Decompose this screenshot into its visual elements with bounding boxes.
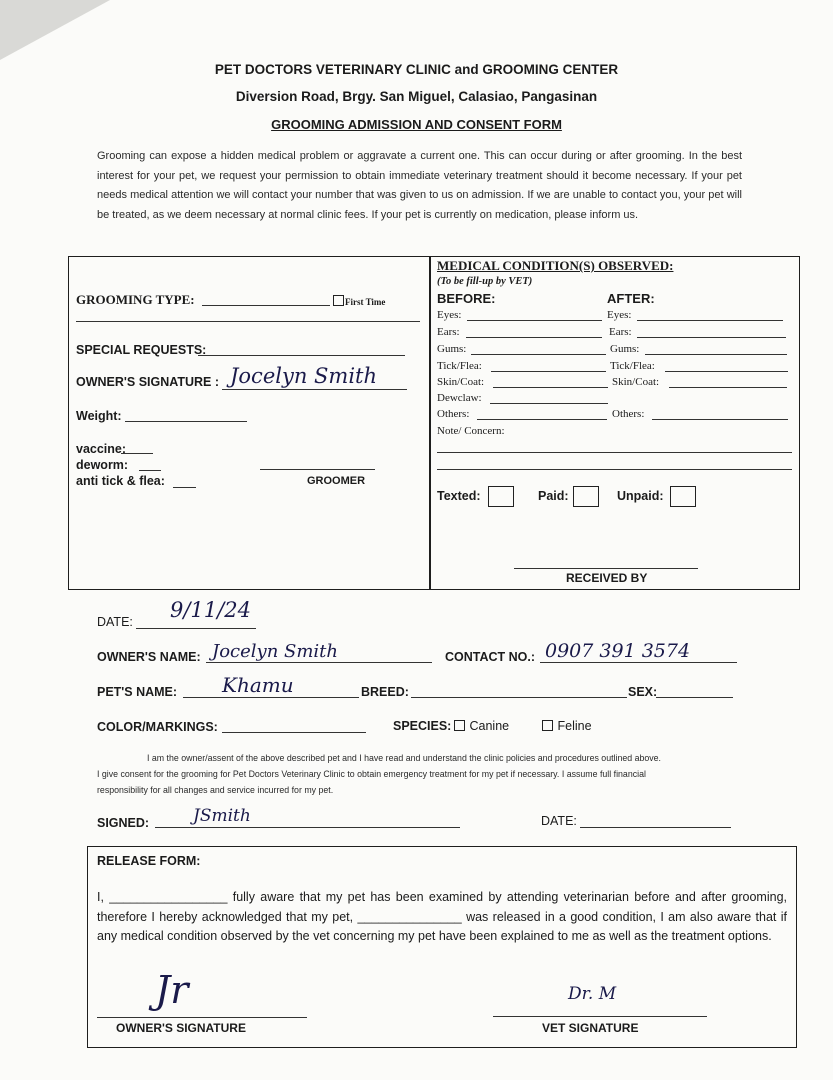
received-by-label: RECEIVED BY bbox=[566, 571, 648, 585]
note-concern-label: Note/ Concern: bbox=[437, 425, 505, 437]
first-time-option[interactable] bbox=[333, 295, 385, 307]
signed-label: SIGNED: bbox=[97, 816, 150, 830]
after-ears: Ears: bbox=[609, 326, 632, 338]
first-time-label: First Time bbox=[345, 297, 386, 307]
medical-subtitle: (To be fill-up by VET) bbox=[437, 276, 533, 287]
clinic-name: PET DOCTORS VETERINARY CLINIC and GROOMING CENTER bbox=[214, 62, 619, 77]
paid-checkbox[interactable] bbox=[573, 486, 599, 507]
breed-label: BREED: bbox=[361, 685, 409, 699]
after-others-field[interactable] bbox=[652, 419, 788, 420]
canine-checkbox[interactable] bbox=[454, 720, 465, 731]
grooming-type-field[interactable] bbox=[202, 305, 330, 306]
owner-release-signature-handwriting: Jr bbox=[155, 968, 189, 1012]
owner-signature-label: OWNER'S SIGNATURE : bbox=[76, 375, 220, 389]
color-markings-field[interactable] bbox=[222, 732, 366, 733]
form-title: GROOMING ADMISSION AND CONSENT FORM bbox=[271, 117, 562, 132]
pet-name-field[interactable] bbox=[183, 697, 359, 698]
before-gums-field[interactable] bbox=[471, 354, 606, 355]
signed-field[interactable] bbox=[155, 827, 460, 828]
contact-field[interactable] bbox=[540, 662, 737, 663]
consent-line-1: I am the owner/assent of the above described pet and I have read and understand the clinic policies and procedures outlined above. bbox=[147, 753, 661, 763]
groomer-signature-line[interactable] bbox=[260, 469, 375, 470]
sex-field[interactable] bbox=[656, 697, 733, 698]
species-label: SPECIES: bbox=[393, 719, 452, 733]
species-canine-option[interactable] bbox=[454, 719, 509, 733]
after-heading: AFTER: bbox=[607, 291, 655, 306]
box-divider bbox=[429, 256, 431, 590]
after-tick-field[interactable] bbox=[665, 371, 788, 372]
note-line-2[interactable] bbox=[437, 469, 792, 470]
folded-corner bbox=[0, 0, 110, 60]
before-gums: Gums: bbox=[437, 343, 467, 355]
contact-handwriting: 0907 391 3574 bbox=[545, 640, 691, 662]
before-tick: Tick/Flea: bbox=[437, 360, 482, 372]
texted-label: Texted: bbox=[437, 489, 481, 503]
before-eyes: Eyes: bbox=[437, 309, 462, 321]
vet-signature-line[interactable] bbox=[493, 1016, 707, 1017]
pet-name-handwriting: Khamu bbox=[222, 673, 294, 697]
intro-paragraph: Grooming can expose a hidden medical problem or aggravate a current one. This can occur during or after grooming. In the best interest for your pet, we request your permission to obtain immediate veterinary treatment should it become necessary. If your pet needs medical attention we will contact your number that was given to us on admission. If we are unable to contact you, your pet will be treated, as we deem necessary at normal clinic fees. If your pet is currently on medication, please inform us. bbox=[97, 150, 742, 221]
weight-label: Weight: bbox=[76, 409, 122, 423]
vaccine-field[interactable] bbox=[121, 453, 153, 454]
color-markings-label: COLOR/MARKINGS: bbox=[97, 720, 218, 734]
date-label: DATE: bbox=[97, 615, 133, 629]
after-tick: Tick/Flea: bbox=[610, 360, 655, 372]
canine-label: Canine bbox=[469, 719, 510, 733]
grooming-type-label: GROOMING TYPE: bbox=[76, 292, 195, 307]
vaccine-label: vaccine: bbox=[76, 442, 127, 456]
consent-date-field[interactable] bbox=[580, 827, 731, 828]
species-feline-option[interactable] bbox=[542, 719, 592, 733]
consent-line-2: I give consent for the grooming for Pet Doctors Veterinary Clinic to obtain emergency treatment for my pet if necessary. I assume full financial bbox=[97, 769, 646, 779]
after-gums-field[interactable] bbox=[645, 354, 787, 355]
after-eyes: Eyes: bbox=[607, 309, 632, 321]
first-time-checkbox[interactable] bbox=[333, 295, 344, 306]
signed-handwriting: JSmith bbox=[193, 806, 251, 826]
paid-label: Paid: bbox=[538, 489, 569, 503]
before-skin: Skin/Coat: bbox=[437, 376, 485, 388]
after-skin: Skin/Coat: bbox=[612, 376, 660, 388]
breed-field[interactable] bbox=[411, 697, 627, 698]
note-line-1[interactable] bbox=[437, 452, 792, 453]
release-title: RELEASE FORM: bbox=[97, 854, 201, 868]
consent-date-label: DATE: bbox=[541, 814, 577, 828]
unpaid-label: Unpaid: bbox=[617, 489, 664, 503]
anti-tick-label: anti tick & flea: bbox=[76, 474, 165, 488]
before-skin-field[interactable] bbox=[493, 387, 608, 388]
owner-signature-field[interactable] bbox=[222, 389, 407, 390]
special-requests-label: SPECIAL REQUESTS: bbox=[76, 343, 207, 357]
before-others-field[interactable] bbox=[477, 419, 607, 420]
after-others: Others: bbox=[612, 408, 645, 420]
before-others: Others: bbox=[437, 408, 470, 420]
after-eyes-field[interactable] bbox=[637, 320, 783, 321]
before-ears-field[interactable] bbox=[466, 337, 602, 338]
medical-title: MEDICAL CONDITION(S) OBSERVED: bbox=[437, 258, 674, 273]
clinic-address: Diversion Road, Brgy. San Miguel, Calasiao, Pangasinan bbox=[235, 89, 598, 104]
after-ears-field[interactable] bbox=[637, 337, 786, 338]
owner-name-label: OWNER'S NAME: bbox=[97, 650, 201, 664]
owner-release-signature-line[interactable] bbox=[97, 1017, 307, 1018]
texted-checkbox[interactable] bbox=[488, 486, 514, 507]
vet-signature-label: VET SIGNATURE bbox=[542, 1021, 639, 1035]
after-gums: Gums: bbox=[610, 343, 640, 355]
before-ears: Ears: bbox=[437, 326, 460, 338]
vet-signature-handwriting: Dr. M bbox=[568, 984, 617, 1004]
feline-label: Feline bbox=[557, 719, 592, 733]
contact-label: CONTACT NO.: bbox=[445, 650, 536, 664]
feline-checkbox[interactable] bbox=[542, 720, 553, 731]
unpaid-checkbox[interactable] bbox=[670, 486, 696, 507]
date-field[interactable] bbox=[136, 628, 256, 629]
deworm-field[interactable] bbox=[139, 470, 161, 471]
weight-field[interactable] bbox=[125, 421, 247, 422]
anti-tick-field[interactable] bbox=[173, 487, 196, 488]
owner-name-handwriting: Jocelyn Smith bbox=[212, 641, 339, 662]
before-eyes-field[interactable] bbox=[467, 320, 602, 321]
before-dewclaw-field[interactable] bbox=[490, 403, 608, 404]
before-heading: BEFORE: bbox=[437, 291, 496, 306]
received-by-line[interactable] bbox=[514, 568, 698, 569]
groomer-label: GROOMER bbox=[307, 475, 366, 487]
special-requests-field[interactable] bbox=[198, 355, 405, 356]
date-handwriting: 9/11/24 bbox=[170, 598, 251, 622]
owner-name-field[interactable] bbox=[206, 662, 432, 663]
deworm-label: deworm: bbox=[76, 458, 129, 472]
pet-name-label: PET'S NAME: bbox=[97, 685, 178, 699]
owner-release-signature-label: OWNER'S SIGNATURE bbox=[116, 1021, 246, 1035]
owner-signature-handwriting: Jocelyn Smith bbox=[230, 364, 378, 388]
before-dewclaw: Dewclaw: bbox=[437, 392, 482, 404]
release-text: I, _________________ fully aware that my pet has been examined by attending veterinarian before and after grooming, therefore I hereby acknowledged that my pet, _______________ was released in a good condition, I am also aware that if any medical condition observed by the vet concerning my pet have been explained to me as well as the treatment options. bbox=[97, 890, 787, 943]
after-skin-field[interactable] bbox=[669, 387, 787, 388]
before-tick-field[interactable] bbox=[491, 371, 606, 372]
consent-line-3: responsibility for all changes and service incurred for my pet. bbox=[97, 785, 334, 795]
grooming-type-extra-line[interactable] bbox=[76, 321, 420, 322]
sex-label: SEX: bbox=[628, 685, 658, 699]
